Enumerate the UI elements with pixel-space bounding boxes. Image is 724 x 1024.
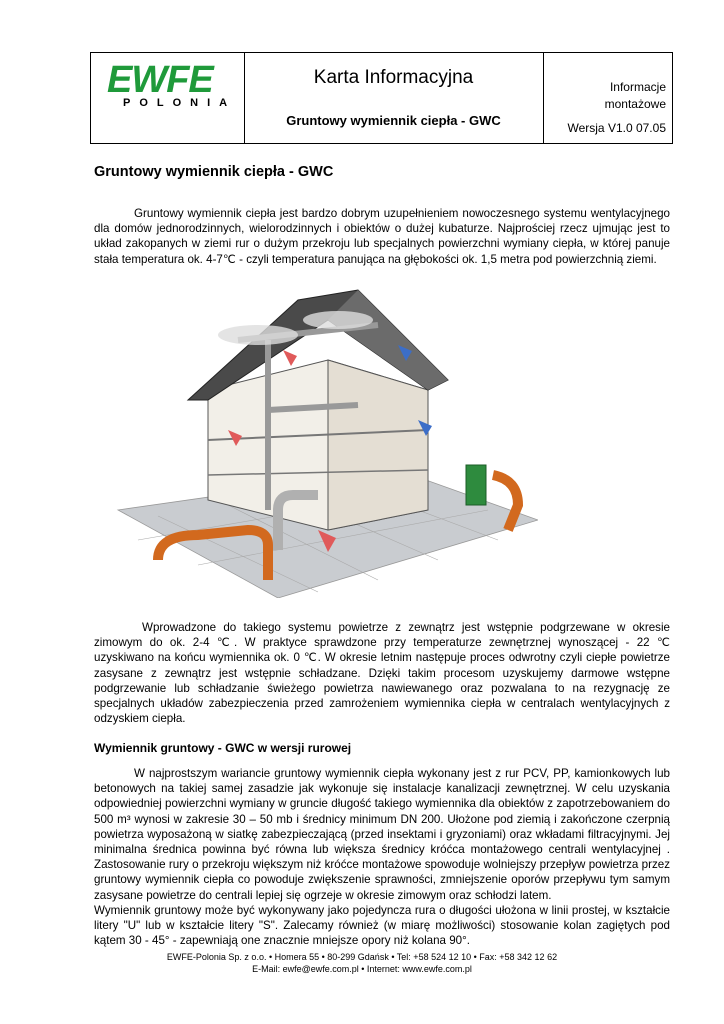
info-cell <box>543 53 672 143</box>
footer-contact: E-Mail: ewfe@ewfe.com.pl • Internet: www.ewfe.com.pl <box>252 964 472 974</box>
title-cell <box>244 53 544 143</box>
info-line-1: Informacje <box>609 80 666 94</box>
section-heading: Gruntowy wymiennik ciepła - GWC <box>94 164 334 180</box>
pipe-text: W najprostszym wariancie gruntowy wymiennik ciepła wykonany jest z rur PCV, PP, kamionkowych lub betonowych na takiej samej zasadzie jak wykonuje się instalacje kanalizacji zewnętrznej. W celu uzyskania odpowiedniej powierzchni wymiany w gruncie długość takiego wymiennika dla obiektów z zapotrzebowaniem do 500 m³ wynosi w zakresie 30 – 50 mb i średnicy minimum DN 200. Ułożone pod ziemią i zakończone czerpnią powietrza wyposażoną w siatkę zabezpieczającą (przed insektami i gryzoniami) oraz wkładami filtracyjnymi. Jej minimalna średnica powinna być równa lub większa średnicy króćca montażowego centrali wentylacyjnej . Zastosowanie rury o przekroju większym niż króćce montażowe spowoduje wolniejszy przepływ powietrza przez gruntowy wymiennik ciepła co powoduje zwiększenie sprawności, zmniejszenie oporów przepływu tym samym zasysane powietrze do centrali lepiej się ogrzeje w okresie zimowym oraz schłodzi latem. <box>94 767 670 902</box>
process-text: Wprowadzone do takiego systemu powietrze z zewnątrz jest wstępnie podgrzewane w okresie zimowym do ok. 2-4 ℃. W praktyce sprawdzone przy temperaturze zewnętrznej wynoszącej - 22 ℃ uzyskiwano na końcu wymiennika ok. 0 ℃. W okresie letnim następuje proces odwrotny czyli ciepłe powietrze zasysane z zewnątrz jest wstępnie schładzane. Dzięki takim procesom uzyskujemy darmowe wstępne podgrzewanie lub schładzanie świeżego powietrza nawiewanego oraz pozwalana to na rezygnację ze specjalnych układów zabezpieczenia przed zamrożeniem wymiennika ciepła w centralach wentylacyjnych z odzyskiem ciepła. <box>94 621 670 726</box>
document-title: Karta Informacyjna <box>313 67 474 88</box>
info-label <box>605 79 666 113</box>
house-illustration <box>98 280 538 598</box>
ewfe-logo: EWFE <box>107 59 213 101</box>
logo-cell <box>91 53 245 143</box>
pipe-paragraph <box>94 766 670 948</box>
info-line-2: montażowe <box>604 97 666 111</box>
subsection-heading: Wymiennik gruntowy - GWC w wersji rurowej <box>94 741 352 755</box>
pipe-text-2: Wymiennik gruntowy może być wykonywany jako pojedyncza rura o długości ułożona w linii prostej, w kształcie litery "U" lub w kształcie litery "S". Zalecamy również (w miarę możliwości) stosowanie kolan zagiętych pod kątem 30 - 45° - zapewniają one znacznie mniejsze opory niż kolana 90°. <box>94 903 670 948</box>
intro-text: Gruntowy wymiennik ciepła jest bardzo dobrym uzupełnieniem nowoczesnego systemu wentylacyjnego dla domów jednorodzinnych, wielorodzinnych i obiektów o dużej kubaturze. Najprościej rzecz ujmując jest to układ zakopanych w ziemi rur o dużym przekroju lub specjalnych powierzchni wymiany ciepła, w której panuje stała temperatura ok. 4-7℃ - czyli temperatura panująca na głębokości ok. 1,5 metra pod powierzchnią ziemi. <box>94 207 670 266</box>
document-header <box>90 52 673 144</box>
footer-address: EWFE-Polonia Sp. z o.o. • Homera 55 • 80-299 Gdańsk • Tel: +58 524 12 10 • Fax: +58 342 12 62 <box>166 952 558 962</box>
intro-paragraph <box>94 206 670 267</box>
process-paragraph <box>94 620 670 726</box>
version-label: Wersja V1.0 07.05 <box>567 121 666 135</box>
document-subtitle: Gruntowy wymiennik ciepła - GWC <box>286 113 501 128</box>
logo-subtitle: POLONIA <box>123 97 237 109</box>
page-footer <box>0 951 724 975</box>
